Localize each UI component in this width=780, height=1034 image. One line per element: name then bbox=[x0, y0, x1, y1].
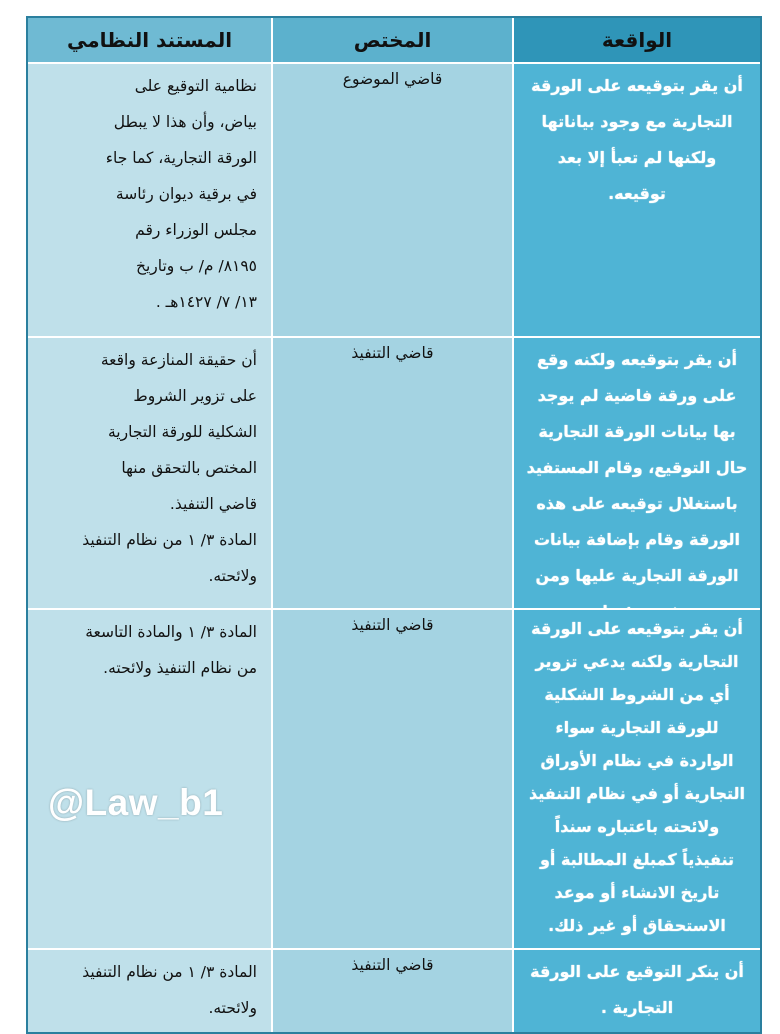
competent-judge: قاضي التنفيذ bbox=[351, 956, 434, 974]
competent-judge: قاضي التنفيذ bbox=[351, 344, 434, 362]
competent-cell bbox=[271, 950, 514, 1032]
fact-line: تاريخ الانشاء أو موعد bbox=[554, 883, 720, 902]
fact-line: أن يقر بتوقيعه على الورقة bbox=[531, 76, 743, 95]
basis-line: ٨١٩٥/ م/ ب وتاريخ bbox=[135, 257, 257, 275]
fact-line: أن يقر بتوقيعه ولكنه وقع bbox=[536, 350, 738, 369]
basis-line: المختص بالتحقق منها bbox=[121, 459, 257, 477]
basis-line: مجلس الوزراء رقم bbox=[135, 221, 257, 239]
fact-line: الواردة في نظام الأوراق bbox=[540, 751, 734, 770]
header-legal-basis: المستند النظامي bbox=[28, 18, 271, 62]
table-row bbox=[28, 64, 760, 338]
basis-cell bbox=[28, 64, 271, 336]
basis-line: نظامية التوقيع على bbox=[134, 77, 257, 95]
basis-line: ولائحته. bbox=[208, 999, 257, 1017]
table-row bbox=[28, 950, 760, 1032]
fact-line: التجارية أو في نظام التنفيذ bbox=[528, 784, 746, 803]
table-row bbox=[28, 610, 760, 950]
basis-cell bbox=[28, 338, 271, 608]
basis-line: من نظام التنفيذ ولائحته. bbox=[103, 659, 257, 677]
fact-line: على ورقة فاضية لم يوجد bbox=[537, 386, 737, 405]
fact-line: توقيعه. bbox=[608, 184, 666, 203]
competent-judge: قاضي التنفيذ bbox=[351, 616, 434, 634]
fact-line: الورقة التجارية عليها ومن bbox=[535, 566, 739, 585]
legal-table bbox=[26, 16, 762, 1034]
basis-line: الشكلية للورقة التجارية bbox=[108, 423, 257, 441]
basis-line: قاضي التنفيذ. bbox=[169, 495, 257, 513]
basis-cell bbox=[28, 610, 271, 948]
competent-judge: قاضي الموضوع bbox=[342, 70, 443, 88]
basis-line: الورقة التجارية، كما جاء bbox=[105, 149, 257, 167]
fact-line: تنفيذياً كمبلغ المطالبة أو bbox=[539, 850, 735, 869]
fact-line: باستغلال توقيعه على هذه bbox=[536, 494, 738, 513]
fact-line: أي من الشروط الشكلية bbox=[544, 685, 730, 704]
basis-line: على تزوير الشروط bbox=[133, 387, 257, 405]
fact-cell bbox=[514, 950, 760, 1032]
fact-line: للورقة التجارية سواء bbox=[555, 718, 719, 737]
fact-line: الاستحقاق أو غير ذلك. bbox=[548, 916, 726, 935]
table-row bbox=[28, 338, 760, 610]
basis-cell bbox=[28, 950, 271, 1032]
basis-line: ولائحته. bbox=[208, 567, 257, 585]
basis-line: بياض، وأن هذا لا يبطل bbox=[113, 113, 257, 131]
header-fact: الواقعة bbox=[514, 18, 760, 62]
watermark-handle: @Law_b1 bbox=[48, 782, 224, 823]
fact-line: أن يقر بتوقيعه على الورقة bbox=[531, 619, 743, 638]
header-competent: المختص bbox=[271, 18, 514, 62]
basis-line: المادة ٣/ ١ من نظام التنفيذ bbox=[82, 531, 257, 549]
basis-line: في برقية ديوان رئاسة bbox=[115, 185, 257, 203]
fact-cell bbox=[514, 338, 760, 608]
basis-line: أن حقيقة المنازعة واقعة bbox=[100, 351, 257, 369]
basis-line: المادة ٣/ ١ من نظام التنفيذ bbox=[82, 963, 257, 981]
fact-line: الورقة وقام بإضافة بيانات bbox=[533, 530, 741, 549]
fact-cell bbox=[514, 610, 760, 948]
fact-line: حال التوقيع، وقام المستفيد bbox=[526, 458, 748, 477]
fact-cell bbox=[514, 64, 760, 336]
fact-line: أن ينكر التوقيع على الورقة bbox=[530, 962, 744, 981]
fact-line: بها بيانات الورقة التجارية bbox=[538, 422, 736, 441]
fact-line: التجارية مع وجود بياناتها bbox=[541, 112, 733, 131]
competent-cell bbox=[271, 338, 514, 608]
competent-cell bbox=[271, 610, 514, 948]
fact-line: التجارية ولكنه يدعي تزوير bbox=[535, 652, 739, 671]
fact-line: ولكنها لم تعبأ إلا بعد bbox=[557, 148, 717, 167]
table-header-row bbox=[28, 18, 760, 64]
competent-cell bbox=[271, 64, 514, 336]
fact-line: التجارية . bbox=[600, 998, 674, 1017]
basis-line: المادة ٣/ ١ والمادة التاسعة bbox=[85, 623, 257, 641]
basis-line: ١٣/ ٧/ ١٤٢٧هـ . bbox=[155, 293, 257, 311]
fact-line: ولائحته باعتباره سنداً bbox=[554, 817, 720, 836]
